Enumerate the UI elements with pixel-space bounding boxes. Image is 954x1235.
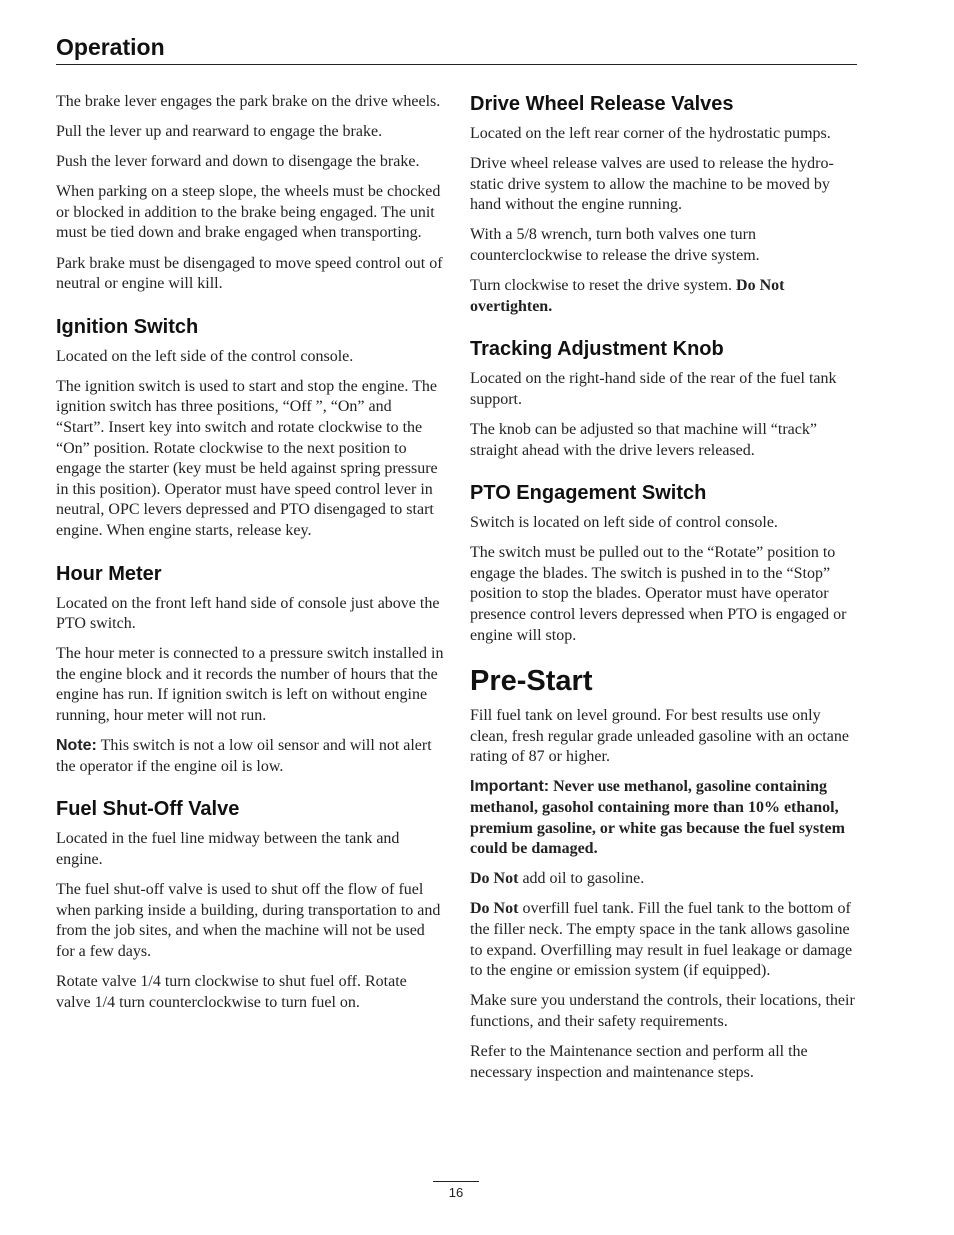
note-label: Note: <box>56 737 97 755</box>
header-divider <box>56 64 857 65</box>
tracking-paragraph-1: Located on the right-hand side of the rear of the fuel tank support. <box>470 370 837 408</box>
do-not-overtighten-warning: Do Not overtighten. <box>470 277 785 315</box>
prestart-paragraph-4 <box>470 899 858 981</box>
pto-paragraph-2: The switch must be pulled out to the “Rotate” position to engage the blades. The switch is pushed in to the “Stop” position to stop the blades. Operator must have operator presence control levers depressed when PTO is engaged or engine will stop. <box>470 544 847 644</box>
hour-meter-note <box>56 736 444 777</box>
prestart-paragraph-3 <box>470 869 858 890</box>
ignition-switch-heading: Ignition Switch <box>56 315 199 338</box>
fuel-valve-paragraph-3: Rotate valve 1/4 turn clockwise to shut fuel off. Rotate valve 1/4 turn counterclockwise to turn fuel on. <box>56 972 407 1011</box>
important-text: Never use methanol, gasoline containing methanol, gasohol containing more than 10% ethanol, premium gasoline, or white gas because the fuel system could be damaged. <box>470 778 845 858</box>
prestart-paragraph-1: Fill fuel tank on level ground. For best results use only clean, fresh regular grade unleaded gasoline with an octane rating of 87 or higher. <box>470 707 849 766</box>
important-notice <box>470 777 858 859</box>
tracking-paragraph-2: The knob can be adjusted so that machine will “track” straight ahead with the drive levers released. <box>470 420 817 459</box>
no-oil-text: add oil to gasoline. <box>522 870 645 888</box>
brake-paragraph-1: The brake lever engages the park brake on the drive wheels. <box>56 93 441 110</box>
hour-meter-heading: Hour Meter <box>56 562 162 585</box>
tracking-adjustment-heading: Tracking Adjustment Knob <box>470 338 724 361</box>
important-label: Important: <box>470 778 550 796</box>
brake-paragraph-4: When parking on a steep slope, the wheels must be chocked or blocked in addition to the brake being engaged. The unit must be tied down and brake engaged when transporting. <box>56 183 441 242</box>
page-number: 16 <box>448 1185 464 1200</box>
ignition-paragraph-2: The ignition switch is used to start and stop the engine. The ignition switch has three positions, “Off ”, “On” and “Start”. Insert key into switch and rotate clockwise to the “On” position. Rotate clockwise to the next position to engage the starter (key must be held against spring pressure in this position). Operator must have speed control lever in neutral, OPC levers depressed and PTO disengaged to start engine. When engine starts, release key. <box>56 377 438 539</box>
footer-divider <box>433 1181 479 1182</box>
do-not-label: Do Not <box>470 900 519 918</box>
page-section-title: Operation <box>56 34 165 60</box>
hour-meter-paragraph-1: Located on the front left hand side of console just above the PTO switch. <box>56 594 440 633</box>
fuel-valve-paragraph-2: The fuel shut-off valve is used to shut off the flow of fuel when parking inside a building, during transportation to and from the job sites, and when the machine will not be used for a few days. <box>56 881 441 960</box>
brake-paragraph-2: Pull the lever up and rearward to engage the brake. <box>56 123 383 141</box>
prestart-paragraph-5: Make sure you understand the controls, their locations, their functions, and their safety requirements. <box>470 992 855 1030</box>
drive-wheel-reset-text: Turn clockwise to reset the drive system. <box>470 277 733 295</box>
prestart-paragraph-6: Refer to the Maintenance section and perform all the necessary inspection and maintenance steps. <box>470 1043 808 1081</box>
do-not-label: Do Not <box>470 870 519 888</box>
overfill-text: overfill fuel tank. Fill the fuel tank to the bottom of the filler neck. The empty space in the tank allows gasoline to expand. Overfilling may result in fuel leakage or damage to the engine or emission system (if equipped). <box>470 900 853 980</box>
fuel-shutoff-heading: Fuel Shut-Off Valve <box>56 798 240 821</box>
ignition-paragraph-1: Located on the left side of the control console. <box>56 347 354 365</box>
drive-wheel-paragraph-3: With a 5/8 wrench, turn both valves one turn counterclockwise to release the drive system. <box>470 226 760 264</box>
drive-wheel-paragraph-1: Located on the left rear corner of the hydrostatic pumps. <box>470 125 831 142</box>
right-column <box>470 92 858 1093</box>
fuel-valve-paragraph-1: Located in the fuel line midway between the tank and engine. <box>56 830 400 868</box>
note-text: This switch is not a low oil sensor and will not alert the operator if the engine oil is low. <box>56 737 432 775</box>
pto-engagement-heading: PTO Engagement Switch <box>470 482 707 505</box>
brake-paragraph-5: Park brake must be disengaged to move speed control out of neutral or engine will kill. <box>56 254 443 293</box>
left-column <box>56 92 444 1023</box>
drive-wheel-paragraph-4 <box>470 276 858 317</box>
hour-meter-paragraph-2: The hour meter is connected to a pressure switch installed in the engine block and it records the number of hours that the engine has run. If ignition switch is left on without engine running, hour meter will not run. <box>56 645 444 725</box>
brake-paragraph-3: Push the lever forward and down to disengage the brake. <box>56 153 420 171</box>
pre-start-heading: Pre-Start <box>470 665 593 698</box>
drive-wheel-release-heading: Drive Wheel Release Valves <box>470 93 734 115</box>
pto-paragraph-1: Switch is located on left side of control console. <box>470 514 778 532</box>
drive-wheel-paragraph-2: Drive wheel release valves are used to release the hydro-static drive system to allow the machine to be moved by hand without the engine running. <box>470 155 834 214</box>
